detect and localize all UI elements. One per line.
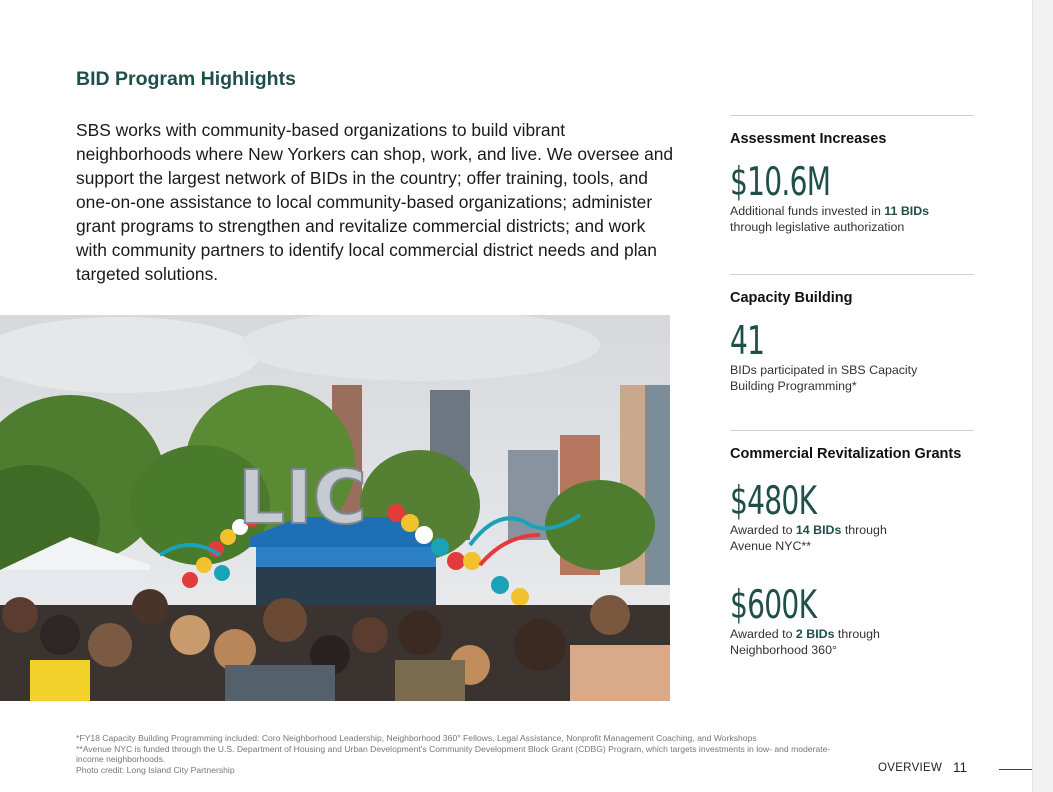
assessment-desc-pre: Additional funds invested in — [730, 204, 885, 218]
grant-desc-post: through Neighborhood 360° — [730, 627, 880, 657]
grant-value-wrap-2 — [730, 584, 974, 628]
capacity-value-wrap — [730, 320, 974, 364]
grant-value-avenue-nyc: $480K — [730, 479, 817, 524]
grant-description-neighborhood-360 — [730, 626, 910, 658]
section-title: BID Program Highlights — [76, 68, 296, 90]
assessment-desc-bold: 11 BIDs — [884, 204, 930, 218]
event-photo — [0, 315, 670, 701]
grant-description-avenue-nyc — [730, 522, 910, 554]
grant-value-wrap-1 — [730, 480, 974, 524]
grants-heading: Commercial Revitalization Grants — [730, 446, 962, 462]
page-number: 11 — [953, 760, 968, 775]
grant-desc-pre: Awarded to — [730, 523, 796, 537]
grant-desc-bold: 2 BIDs — [795, 627, 835, 641]
assessment-value: $10.6M — [730, 160, 831, 205]
photo-credit: Photo credit: Long Island City Partnership — [76, 764, 235, 775]
assessment-heading: Assessment Increases — [730, 131, 887, 147]
grant-desc-post: through Avenue NYC** — [730, 523, 887, 553]
assessment-description — [730, 203, 974, 235]
capacity-heading: Capacity Building — [730, 290, 853, 306]
footnote-capacity: *FY18 Capacity Building Programming included: Coro Neighborhood Leadership, Neighborhood 360° Fellows, Legal Assistance, Nonprofit Management Coaching, and Workshops — [76, 733, 757, 743]
footer-rule — [999, 769, 1032, 770]
grant-desc-bold: 14 BIDs — [795, 523, 842, 537]
event-photo-illustration — [0, 315, 670, 701]
divider — [730, 430, 974, 431]
page-edge — [1032, 0, 1053, 792]
divider — [730, 115, 974, 116]
assessment-desc-post: through legislative authorization — [730, 220, 905, 234]
footnotes — [76, 733, 836, 775]
capacity-value: 41 — [730, 319, 765, 364]
grant-value-neighborhood-360: $600K — [730, 583, 817, 628]
footnote-avenue-nyc: **Avenue NYC is funded through the U.S. Department of Housing and Urban Development's Community Development Block Grant (CDBG) Program, which targets investments in low- and moderate-income neighborhoods. — [76, 743, 831, 765]
grant-desc-pre: Awarded to — [730, 627, 796, 641]
lic-balloon-letters: LIC — [238, 455, 367, 541]
capacity-description: BIDs participated in SBS Capacity Building Programming* — [730, 363, 918, 393]
footer-section-label: OVERVIEW — [878, 762, 943, 774]
divider — [730, 274, 974, 275]
assessment-value-wrap — [730, 161, 974, 205]
intro-paragraph: SBS works with community-based organizations to build vibrant neighborhoods where New Yorkers can shop, work, and live. We oversee and support the largest network of BIDs in the country; offer training, tools, and one-on-one assistance to local community-based organizations; administer grant programs to strengthen and revitalize commercial districts; and work with community partners to identify local commercial district needs and plan targeted solutions. — [76, 120, 674, 284]
stats-panel — [730, 115, 974, 658]
